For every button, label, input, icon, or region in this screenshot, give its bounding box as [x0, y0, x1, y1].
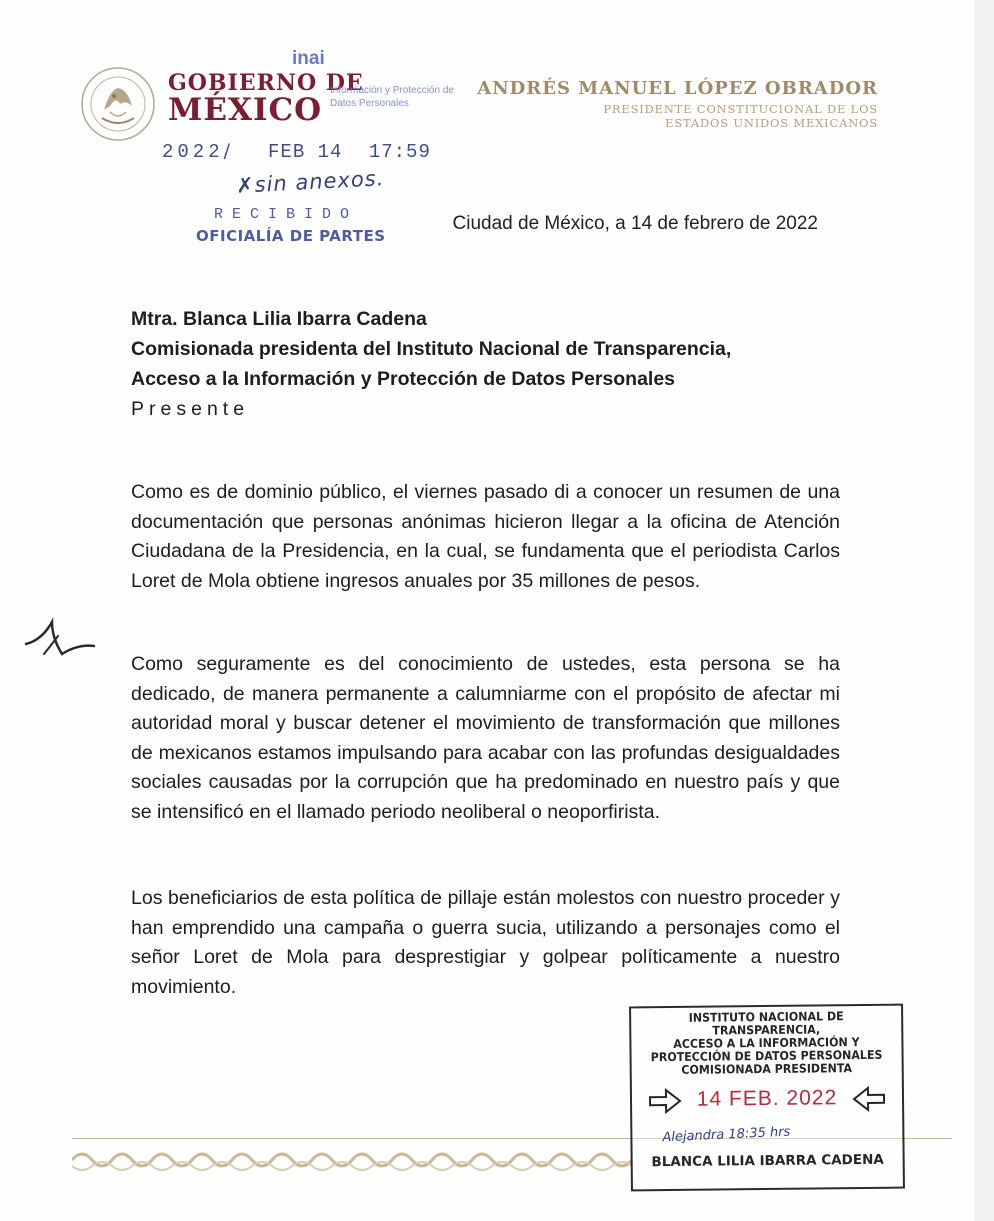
inai-stamp-name: BLANCA LILIA IBARRA CADENA — [651, 1151, 884, 1171]
inai-stamp-date: 14 FEB. 2022 — [696, 1086, 838, 1111]
arrow-left-icon — [852, 1086, 886, 1112]
government-name-line1: GOBIERNO DE — [168, 70, 364, 96]
received-stamp-office: OFICIALÍA DE PARTES — [196, 227, 386, 245]
inai-logo: inai — [292, 48, 325, 69]
body-paragraph: Como seguramente es del conocimiento de ustedes, esta persona se ha dedicado, de manera permanente a calumniarme con el propósito de afectar mi autoridad moral y buscar detener el movimiento de transformación que millones de mexicanos estamos impulsando para acabar con las profundas desigualdades sociales causadas por la corrupción que ha predominado en nuestro país y que se intensificó en el llamado periodo neoliberal o neoporfirista. — [131, 653, 840, 823]
recipient-title-line2: Acceso a la Información y Protección de Datos Personales — [131, 368, 676, 390]
footer-ornament-icon — [72, 1138, 632, 1178]
body-paragraph: Como es de dominio público, el viernes pasado di a conocer un resumen de una documentación que personas anónimas hicieron llegar a la oficina de Atención Ciudadana de la Presidencia, en la cual, se fundamenta que el periodista Carlos Loret de Mola obtiene ingresos anuales por 35 millones de pesos. — [131, 481, 840, 592]
inai-receipt-stamp — [629, 1004, 905, 1192]
handwritten-margin-mark-icon — [22, 614, 98, 660]
inai-stamp-header: INSTITUTO NACIONAL DE TRANSPARENCIA, ACCESO A LA INFORMACIÓN Y PROTECCIÓN DE DATOS PERSONALES COMISIONADA PRESIDENTA — [650, 1009, 883, 1077]
inai-logo-text: Información y Protección de Datos Personales — [330, 85, 454, 109]
coat-of-arms-icon — [80, 66, 156, 142]
page-right-margin — [974, 0, 994, 1221]
salutation: Presente — [131, 398, 250, 420]
inai-stamp-handwritten-note: Alejandra 18:35 hrs — [662, 1124, 791, 1146]
received-stamp-label: RECIBIDO — [214, 206, 359, 223]
government-name-line2: MÉXICO — [168, 92, 323, 128]
body-paragraph: Los beneficiarios de esta política de pillaje están molestos con nuestro proceder y han emprendido una campaña o guerra sucia, utilizando a personajes como el señor Loret de Mola para desprestigiar y golpear políticamente a nuestro movimiento. — [131, 887, 840, 998]
recipient-block — [131, 304, 731, 424]
received-stamp-date: 2022/ FEB 14 17:59 — [162, 140, 431, 163]
received-stamp-handwritten-note: ✗sin anexos. — [235, 166, 385, 198]
place-date: Ciudad de México, a 14 de febrero de 2022 — [452, 213, 818, 234]
recipient-name: Mtra. Blanca Lilia Ibarra Cadena — [131, 308, 427, 330]
recipient-title-line1: Comisionada presidenta del Instituto Nacional de Transparencia, — [131, 338, 732, 360]
president-name: ANDRÉS MANUEL LÓPEZ OBRADOR — [477, 78, 878, 99]
president-title: PRESIDENTE CONSTITUCIONAL DE LOS ESTADOS UNIDOS MEXICANOS — [603, 102, 878, 130]
